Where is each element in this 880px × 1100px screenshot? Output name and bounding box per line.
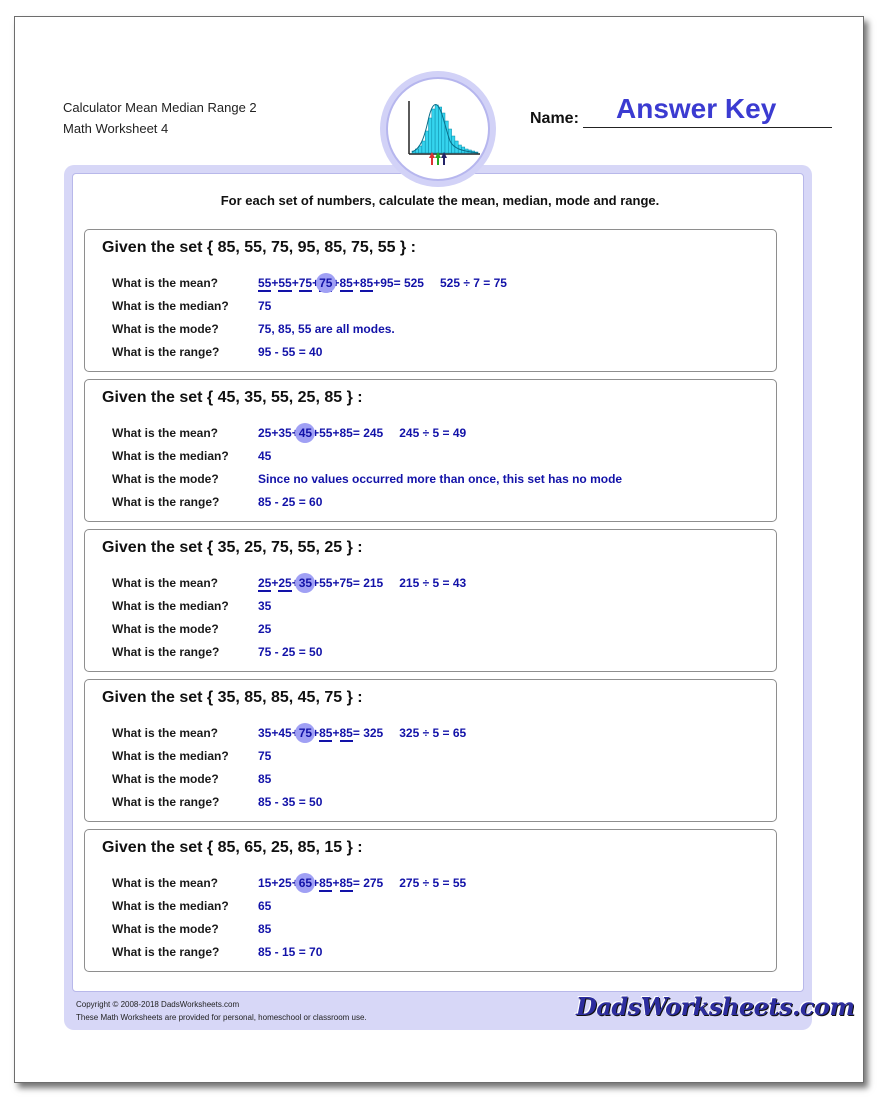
mean-term: 25 (258, 426, 272, 440)
mean-term: 85 (319, 876, 333, 890)
answer-key-label: Answer Key (616, 93, 777, 124)
histogram-logo (380, 71, 496, 187)
mean-answer: 55+55+75+75+85+85+95= 525 525 ÷ 7 = 75 (258, 276, 507, 290)
mean-division: 325 ÷ 5 = 65 (399, 726, 467, 740)
mean-sum: = 275 (352, 876, 384, 890)
median-term-highlight: 75 (298, 726, 313, 740)
median-answer: 75 (258, 299, 272, 313)
mode-answer: Since no values occurred more than once, this set has no mode (258, 472, 623, 486)
median-term-highlight: 35 (298, 576, 313, 590)
mean-term: 25 (258, 576, 272, 590)
mode-answer: 85 (258, 922, 272, 936)
mode-question: What is the mode? (112, 622, 219, 636)
mean-sum: = 215 (352, 576, 384, 590)
mean-sum: = 525 (393, 276, 424, 290)
mean-term: 35 (258, 726, 272, 740)
mean-answer: 15+25+65+85+85= 275 275 ÷ 5 = 55 (258, 876, 467, 890)
mean-question: What is the mean? (112, 576, 219, 590)
mean-division: 245 ÷ 5 = 49 (399, 426, 467, 440)
range-question: What is the range? (112, 945, 220, 959)
problem-box (84, 679, 777, 822)
name-underline (583, 127, 832, 128)
histogram-bar (435, 105, 438, 153)
brand-logo: DadsWorksheets.com (576, 992, 855, 1021)
instructions: For each set of numbers, calculate the mean, median, mode and range. (220, 193, 660, 208)
range-answer: 75 - 25 = 50 (258, 645, 323, 659)
median-answer: 65 (258, 899, 272, 913)
median-question: What is the median? (112, 449, 229, 463)
mean-term: 75 (298, 276, 313, 290)
problem-title: Given the set { 85, 55, 75, 95, 85, 75, 55 } : (102, 239, 416, 256)
mean-sum: = 245 (352, 426, 384, 440)
mode-answer: 25 (258, 622, 272, 636)
median-answer: 75 (258, 749, 272, 763)
mean-term: 85 (359, 276, 374, 290)
mean-division: 275 ÷ 5 = 55 (399, 876, 467, 890)
histogram-bar (422, 141, 425, 153)
problem-box (84, 529, 777, 672)
mean-term: 55 (319, 576, 333, 590)
mean-term: 25 (278, 876, 292, 890)
name-field (530, 94, 832, 130)
median-term-highlight: 75 (319, 276, 333, 290)
range-answer: 85 - 25 = 60 (258, 495, 323, 509)
mean-term: 35 (278, 426, 292, 440)
mean-term: 55 (319, 426, 333, 440)
mean-term: 55 (258, 276, 272, 290)
mean-answer: 25+35+45+55+85= 245 245 ÷ 5 = 49 (258, 426, 467, 440)
mean-division: 525 ÷ 7 = 75 (439, 276, 507, 290)
title-line-1: Calculator Mean Median Range 2 (63, 100, 257, 115)
mean-question: What is the mean? (112, 876, 219, 890)
mean-sum: = 325 (352, 726, 384, 740)
name-label: Name: (530, 110, 579, 127)
histogram-bar (429, 118, 432, 153)
worksheet-title (63, 97, 257, 139)
usage-note: These Math Worksheets are provided for personal, homeschool or classroom use. (76, 1013, 367, 1022)
range-answer: 85 - 15 = 70 (258, 945, 323, 959)
median-term-highlight: 45 (298, 426, 313, 440)
mean-question: What is the mean? (112, 426, 219, 440)
mode-question: What is the mode? (112, 322, 219, 336)
problem-title: Given the set { 45, 35, 55, 25, 85 } : (102, 389, 363, 406)
mean-term: 85 (319, 726, 333, 740)
median-term-highlight: 65 (298, 876, 313, 890)
mean-answer: 35+45+75+85+85= 325 325 ÷ 5 = 65 (258, 726, 467, 740)
problem-title: Given the set { 35, 85, 85, 45, 75 } : (102, 689, 363, 706)
range-question: What is the range? (112, 345, 220, 359)
range-question: What is the range? (112, 795, 220, 809)
mean-question: What is the mean? (112, 726, 219, 740)
range-answer: 85 - 35 = 50 (258, 795, 323, 809)
copyright-text: Copyright © 2008-2018 DadsWorksheets.com (76, 1000, 240, 1009)
problem-box (84, 829, 777, 972)
range-question: What is the range? (112, 495, 220, 509)
mode-question: What is the mode? (112, 772, 219, 786)
median-question: What is the median? (112, 299, 229, 313)
mode-question: What is the mode? (112, 472, 219, 486)
median-question: What is the median? (112, 599, 229, 613)
title-line-2: Math Worksheet 4 (63, 121, 169, 136)
mean-term: 55 (278, 276, 292, 290)
mean-term: 25 (278, 576, 292, 590)
footer-copyright (76, 998, 367, 1024)
problem-box (84, 229, 777, 372)
range-question: What is the range? (112, 645, 220, 659)
mean-term: 85 (339, 876, 353, 890)
mode-question: What is the mode? (112, 922, 219, 936)
mean-term: 85 (339, 426, 353, 440)
median-question: What is the median? (112, 749, 229, 763)
mean-answer: 25+25+35+55+75= 215 215 ÷ 5 = 43 (258, 576, 467, 590)
mean-term: 75 (339, 576, 353, 590)
mean-term: 85 (339, 276, 353, 290)
median-answer: 35 (258, 599, 272, 613)
histogram-icon (388, 79, 492, 183)
mode-answer: 75, 85, 55 are all modes. (258, 322, 395, 336)
mean-term: 15 (258, 876, 272, 890)
median-question: What is the median? (112, 899, 229, 913)
median-answer: 45 (258, 449, 272, 463)
mean-division: 215 ÷ 5 = 43 (399, 576, 467, 590)
histogram-bar (425, 131, 428, 153)
problem-box (84, 379, 777, 522)
mean-term: 95 (380, 276, 394, 290)
mode-answer: 85 (258, 772, 272, 786)
problem-title: Given the set { 85, 65, 25, 85, 15 } : (102, 839, 363, 856)
mean-question: What is the mean? (112, 276, 219, 290)
mean-term: 45 (278, 726, 292, 740)
range-answer: 95 - 55 = 40 (258, 345, 323, 359)
problem-title: Given the set { 35, 25, 75, 55, 25 } : (102, 539, 363, 556)
mean-term: 85 (339, 726, 353, 740)
histogram-bar (432, 109, 435, 153)
